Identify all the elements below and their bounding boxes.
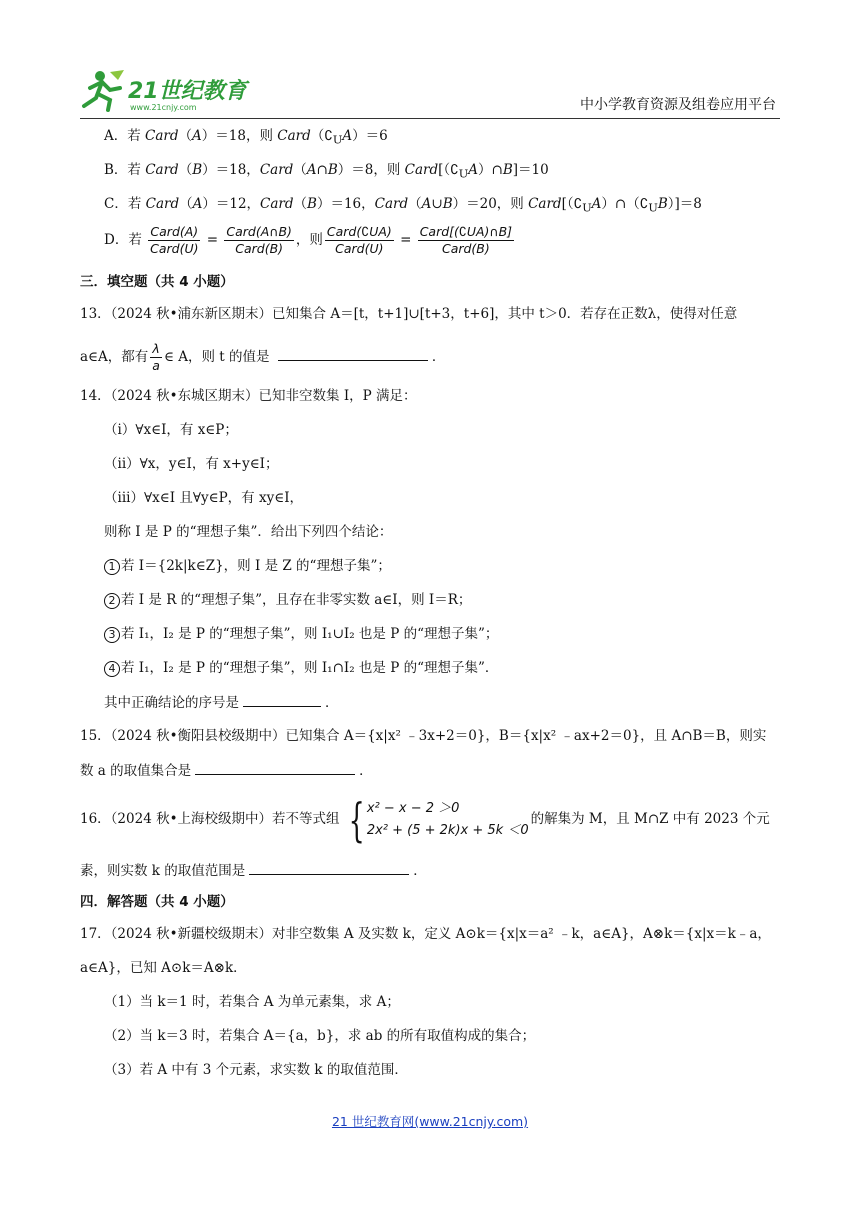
condition-i: （i）∀x∈I，有 x∈P；: [104, 422, 238, 438]
conclusion-2: 2 若 I 是 R 的“理想子集”，且存在非零实数 a∈I，则 I＝R；: [104, 590, 471, 610]
question-13-line-1: 13．（2024 秋•浦东新区期末）已知集合 A＝[t，t+1]∪[t+3，t+6]，其中 t＞0．若存在正数λ，使得对任意: [80, 306, 738, 322]
inequality-system: { x² − x − 2 ＞0 2x² + (5 + 2k)x + 5k ＜0: [348, 792, 529, 847]
option-a: A．若 Card（A）＝18，则 $Card(∁_UA)=6$: [104, 128, 388, 147]
question-16-line-2: 素，则实数 k 的取值范围是 ．: [80, 860, 427, 881]
condition-ii: （ii）∀x，y∈I，有 x+y∈I；: [104, 456, 279, 472]
section-heading: 三．填空题（共 4 小题）: [80, 274, 234, 290]
fraction: $\frac{\text{Card[(∁UA)∩B]}}{\text{Card(B)}}$: [419, 224, 513, 256]
footer-link[interactable]: 21 世纪教育网(www.21cnjy.com): [331, 1114, 529, 1129]
section-heading: 四．解答题（共 4 小题）: [80, 894, 234, 910]
condition-iii: （iii）∀x∈I 且∀y∈P，有 xy∈I，: [104, 490, 304, 506]
question-14-ask: 其中正确结论的序号是 ．: [104, 692, 339, 713]
logo-text: 21世纪教育: [128, 79, 247, 104]
conclusion-3: 3 若 I₁，I₂ 是 P 的“理想子集”，则 I₁∪I₂ 也是 P 的“理想子集”；: [104, 624, 498, 644]
answer-blank[interactable]: [278, 346, 428, 361]
left-brace-icon: {: [348, 792, 365, 847]
question-17-line-2: a∈A}，已知 A⊙k＝A⊗k．: [80, 960, 247, 976]
answer-blank[interactable]: [195, 760, 355, 775]
answer-blank[interactable]: [249, 860, 409, 875]
conclusion-4: 4 若 I₁，I₂ 是 P 的“理想子集”，则 I₁∩I₂ 也是 P 的“理想子集”．: [104, 658, 498, 678]
question-15-line-2: 数 a 的取值集合是 ．: [80, 760, 373, 781]
answer-blank[interactable]: [243, 692, 321, 707]
logo-url: www.21cnjy.com: [130, 103, 197, 112]
question-17-part-2: （2）当 k＝3 时，若集合 A＝{a，b}，求 ab 的所有取值构成的集合；: [104, 1028, 536, 1044]
question-13-line-2: a∈A，都有 $\frac{\lambda}{a}$ ∈ A，则 t 的值是 ．: [80, 341, 446, 373]
page-header: [80, 62, 780, 119]
question-17-part-1: （1）当 k＝1 时，若集合 A 为单元素集，求 A；: [104, 994, 400, 1010]
fraction: $\frac{\text{Card(A∩B)}}{\text{Card(B)}}$: [226, 224, 292, 256]
option-c: C．若 Card（A）＝12，Card（B）＝16，Card（A∪B）＝20，则 $Card[(∁_UA)\cap(∁_UB)]=8$: [104, 196, 702, 215]
fraction: $\frac{\text{Card(A)}}{\text{Card(U)}}$: [150, 224, 199, 256]
logo-runner-icon: [80, 68, 270, 114]
option-d: D．若 $\frac{\text{Card(A)}}{\text{Card(U)}}$ = $\frac{\text{Card(A∩B)}}{\text{Card(B)}}$ ，则 $\frac{\text{Card(∁UA)}}{\text{Card(U)}}$ = $\frac{\text{Card[(∁UA)∩B]}}{\text{Card(B)}}$: [104, 224, 513, 256]
platform-name: 中小学教育资源及组卷应用平台: [580, 97, 776, 113]
fraction: $\frac{\text{Card(∁UA)}}{\text{Card(U)}}$: [326, 224, 392, 256]
question-17-line-1: 17．（2024 秋•新疆校级期末）对非空数集 A 及实数 k，定义 A⊙k＝{x|x＝a² ﹣k，a∈A}，A⊗k＝{x|x＝k﹣a，: [80, 926, 771, 942]
conclusion-1: 1 若 I＝{2k|k∈Z}，则 I 是 Z 的“理想子集”；: [104, 556, 391, 576]
page-footer: [0, 1112, 860, 1130]
definition-text: 则称 I 是 P 的“理想子集”．给出下列四个结论：: [104, 524, 393, 540]
question-15-line-1: 15．（2024 秋•衡阳县校级期中）已知集合 A＝{x|x² ﹣3x+2＝0}，B＝{x|x² ﹣ax+2＝0}，且 A∩B＝B，则实: [80, 728, 767, 744]
question-14-line-1: 14．（2024 秋•东城区期末）已知非空数集 I，P 满足：: [80, 388, 417, 404]
site-logo[interactable]: [80, 68, 270, 114]
fraction: $\frac{\lambda}{a}$: [152, 341, 160, 373]
question-16-line-1: 16．（2024 秋•上海校级期中）若不等式组 { x² − x − 2 ＞0 2x² + (5 + 2k)x + 5k ＜0 的解集为 M，且 M∩Z 中有 2023 个元: [80, 792, 770, 847]
question-17-part-3: （3）若 A 中有 3 个元素，求实数 k 的取值范围．: [104, 1062, 408, 1078]
option-b: B．若 Card（B）＝18，Card（A∩B）＝8，则 $Card[(∁_UA)\cap B]=10$: [104, 162, 549, 181]
